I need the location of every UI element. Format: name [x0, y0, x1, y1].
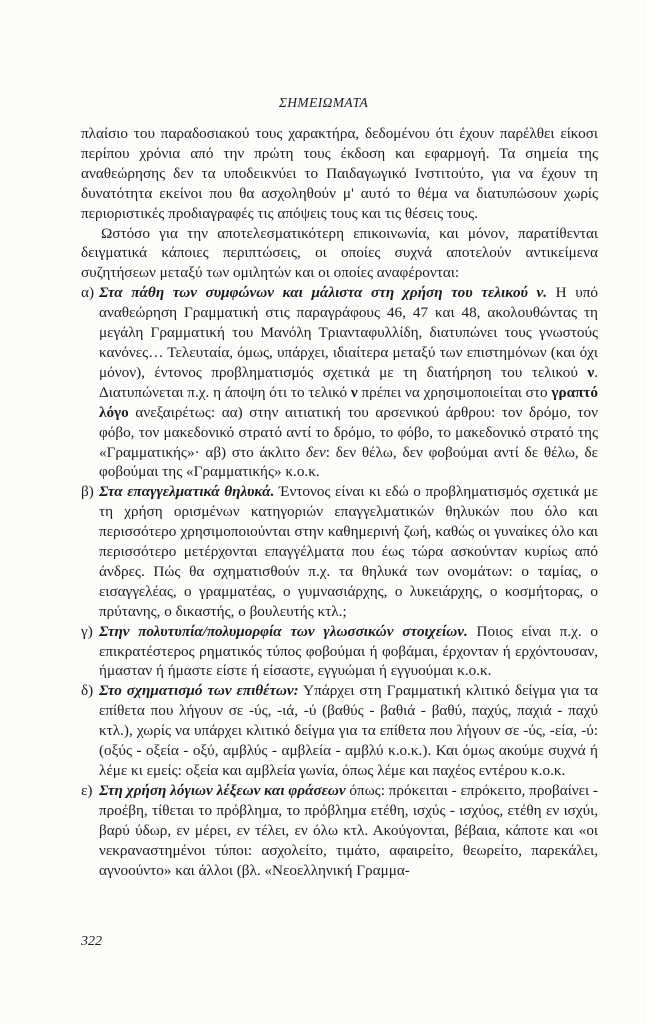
item-text: : δεν θέλω, δεν φοβούμαι αντί δε θέλω, δε φοβούμαι της «Γραμματικής» κ.ο.κ.	[99, 443, 598, 481]
bold-letter: ν	[587, 363, 595, 381]
item-text: πρέπει να χρησιμοποιείται στο	[357, 383, 552, 401]
item-text: όπως: πρόκειται - επρόκειτο, προβαίνει - προέβη, τίθεται το πρόβλημα, το πρόβλημα ετέθη, ισχύς - ισχύος, ετέθη εν ισχύι, βαρύ ύδωρ, εν μέρει, εν τέλει, εν όλω κτλ. Ακούγονται, βέβαια, κάποτε και «οι νεκραναστημένοι τύποι: ασχολείτο, τιμάτο, αφαιρείτο, θεωρείτο, παρεκάλει, αγνοούντο» και άλλοι (βλ. «Νεοελληνική Γραμμα-	[99, 781, 598, 879]
page-number: 322	[81, 934, 102, 949]
item-text: Έντονος είναι κι εδώ ο προβληματισμός σχετικά με τη χρήση ορισμένων κατηγοριών επαγγελματικών θηλυκών που όλο και περισσότερο χρησιμοποιούνται στην καθημερινή ζωή, καθώς οι γυναίκες όλο και περισσότερο μετέρχονται επαγγέλματα που έως τώρα ασκούνταν κυρίως από άνδρες. Πώς θα σχηματισθούν π.χ. τα θηλυκά των ονομάτων: ο ταμίας, ο εισαγγελέας, ο γραμματέας, ο γυμνασιάρχης, ο λυκειάρχης, ο κοσμήτορας, ο πρύτανης, ο δικαστής, ο βουλευτής κτλ.;	[99, 483, 598, 620]
bold-phrase: γραπτό λόγο	[99, 383, 598, 421]
paragraph-intro: Ωστόσο για την αποτελεσματικότερη επικοινωνία, και μόνον, παρατίθενται δειγματικά κάποιες περιπτώσεις, οι οποίες συχνά αποτελούν αντικείμενα συζητήσεων μεταξύ των ομιλητών και οι οποίες αναφέρονται:	[81, 224, 598, 282]
item-heading: Στο σχηματισμό των επιθέτων:	[99, 682, 299, 700]
item-text: Υπάρχει στη Γραμματική κλιτικό δείγμα για τα επίθετα που λήγουν σε -ύς, -ιά, -ύ (βαθύς - βαθιά - βαθύ, παχύς, παχιά - παχύ κτλ.), χωρίς να υπάρχει κλιτικό δείγμα για τα επίθετα που λήγουν σε -ύς, -εία, -ύ: (οξύς - οξεία - οξύ, αμβλύς - αμβλεία - αμβλύ κ.ο.κ.). Και όμως ακούμε συχνά ή λέμε κι εμείς: οξεία και αμβλεία γωνία, όπως λέμε και παχέος εντέρου κ.ο.κ.	[99, 682, 598, 779]
list-item-c	[81, 622, 598, 682]
item-heading: Στα επαγγελματικά θηλυκά.	[99, 483, 275, 501]
list-item-a	[81, 283, 598, 482]
item-heading: Στα πάθη των συμφώνων και μάλιστα στη χρήση του τελικού ν.	[99, 284, 548, 302]
paragraph-continuation: πλαίσιο του παραδοσιακού τους χαρακτήρα, δεδομένου ότι έχουν παρέλθει είκοσι περίπου χρόνια από την πρώτη τους έκδοση και εφαρμογή. Τα σημεία της αναθεώρησης δεν τα υποδεικνύει το Παιδαγωγικό Ινστιτούτο, για να έχουν τη δυνατότητα εκείνοι που θα ασχοληθούν μ' αυτό το θέμα να διατυπώσουν χωρίς περιοριστικές προδιαγραφές τις απόψεις τους και τις θέσεις τους.	[81, 125, 598, 222]
list-marker: β)	[81, 483, 94, 501]
list-marker: α)	[81, 284, 95, 302]
italic-word: δεν	[305, 443, 326, 461]
list-item-d	[81, 681, 598, 781]
item-text: ανεξαιρέτως: αα) στην αιτιατική του αρσενικού άρθρου: τον δρόμο, τον φόβο, τον μακεδονικό στρατό αντί το δρόμο, το φόβο, το μακεδονικό στρατό της «Γραμματικής»· αβ) στο άκλιτο	[99, 403, 598, 461]
list-marker: γ)	[81, 622, 93, 640]
item-heading: Στην πολυτυπία/πολυμορφία των γλωσσικών στοιχείων.	[99, 622, 468, 640]
list-item-e	[81, 781, 598, 881]
list-marker: ε)	[81, 781, 93, 799]
running-header: ΣΗΜΕΙΩΜΑΤΑ	[278, 95, 369, 110]
item-text: . Διατυπώνεται π.χ. η άποψη ότι το τελικό	[99, 363, 598, 401]
body-text	[81, 124, 598, 880]
item-text: Η υπό αναθεώρηση Γραμματική στις παραγράφους 46, 47 και 48, ακολουθώντας τη μεγάλη Γραμματική του Μανόλη Τριανταφυλλίδη, διατυπώνει τους γνωστούς κανόνες… Τελευταία, όμως, υπάρχει, ιδιαίτερα μεταξύ των επιστημόνων (και όχι μόνον), έντονος προβληματισμός σχετικά με τη διατήρηση του τελικού	[99, 284, 598, 381]
bold-letter: ν	[350, 383, 358, 401]
item-text: Ποιος είναι π.χ. ο επικρατέστερος ρηματικός τύπος φοβούμαι ή φοβάμαι, έρχονταν ή ερχόντουσαν, ήμασταν ή ήμαστε είστε ή είσαστε, εγγυώμαι ή εγγυούμαι κ.ο.κ.	[99, 622, 598, 680]
item-heading: Στη χρήση λόγιων λέξεων και φράσεων	[99, 781, 346, 799]
list-marker: δ)	[81, 682, 94, 700]
list-item-b	[81, 482, 598, 621]
